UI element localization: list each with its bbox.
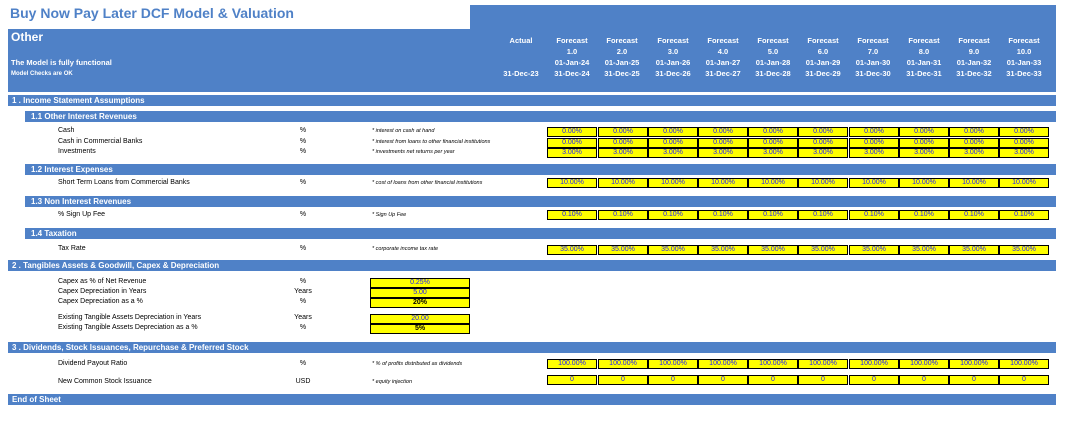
row-label: Capex as % of Net Revenue (58, 278, 147, 285)
input-cell[interactable]: 0.00% (849, 138, 899, 148)
input-cell[interactable]: 5.00 (370, 288, 470, 298)
section-tangible-assets-header (8, 260, 1056, 271)
input-cell[interactable]: 10.00% (547, 178, 597, 188)
input-cell[interactable]: 35.00% (798, 245, 848, 255)
input-cell[interactable]: 10.00% (899, 178, 949, 188)
row-unit: Years (294, 314, 312, 321)
input-cell[interactable]: 0 (899, 375, 949, 385)
input-cell[interactable]: 0.10% (798, 210, 848, 220)
input-cell[interactable]: 10.00% (698, 178, 748, 188)
row-unit: Years (294, 288, 312, 295)
subsection-title: 1.2 Interest Expenses (31, 165, 113, 174)
row-label: Cash (58, 127, 75, 134)
period-num-cell: 8.0 (918, 47, 930, 56)
period-end-cell: 31-Dec-30 (855, 69, 891, 78)
period-type-cell: Forecast (707, 36, 739, 45)
input-cell[interactable]: 0.00% (748, 138, 798, 148)
input-cell[interactable]: 3.00% (598, 148, 648, 158)
input-cell[interactable]: 0 (999, 375, 1049, 385)
input-cell[interactable]: 0.10% (899, 210, 949, 220)
input-cell[interactable]: 10.00% (949, 178, 999, 188)
input-cell[interactable]: 10.00% (648, 178, 698, 188)
period-type-cell: Forecast (807, 36, 839, 45)
period-end-cell: 31-Dec-24 (554, 69, 590, 78)
period-start-cell: 01-Jan-32 (956, 58, 992, 67)
period-end-cell: 31-Dec-31 (906, 69, 942, 78)
input-cell[interactable]: 100.00% (547, 359, 597, 369)
input-cell[interactable]: 0.25% (370, 278, 470, 288)
row-unit: % (299, 127, 307, 134)
period-end-cell: 31-Dec-23 (503, 69, 539, 78)
input-cell[interactable]: 3.00% (648, 148, 698, 158)
sheet-name: Other (11, 30, 44, 44)
input-cell[interactable]: 0.00% (648, 127, 698, 137)
input-cell[interactable]: 100.00% (849, 359, 899, 369)
row-label: Existing Tangible Assets Depreciation as a % (58, 324, 198, 331)
period-type-cell: Forecast (908, 36, 940, 45)
input-cell[interactable]: 10.00% (798, 178, 848, 188)
row-unit: % (299, 245, 307, 252)
input-cell[interactable]: 0.10% (999, 210, 1049, 220)
input-cell[interactable]: 0 (849, 375, 899, 385)
input-cell[interactable]: 3.00% (698, 148, 748, 158)
row-note: * cost of loans from other financial institutions (372, 180, 483, 186)
input-cell[interactable]: 100.00% (748, 359, 798, 369)
period-type-cell: Forecast (857, 36, 889, 45)
period-num-cell: 5.0 (767, 47, 779, 56)
input-cell[interactable]: 0.00% (547, 127, 597, 137)
input-cell[interactable]: 35.00% (899, 245, 949, 255)
input-cell[interactable]: 0.00% (698, 127, 748, 137)
row-unit: % (299, 179, 307, 186)
period-num-cell: 1.0 (566, 47, 578, 56)
model-functional-status: The Model is fully functional (11, 58, 112, 67)
input-cell[interactable]: 0.10% (648, 210, 698, 220)
period-num-cell: 6.0 (817, 47, 829, 56)
input-cell[interactable]: 10.00% (748, 178, 798, 188)
input-cell[interactable]: 35.00% (547, 245, 597, 255)
input-cell[interactable]: 100.00% (899, 359, 949, 369)
section-title: 1 . Income Statement Assumptions (12, 96, 145, 105)
row-unit: % (299, 138, 307, 145)
subsection-taxation (25, 228, 1056, 239)
period-start-cell: 01-Jan-28 (755, 58, 791, 67)
period-end-cell: 31-Dec-32 (956, 69, 992, 78)
row-note: * corporate income tax rate (372, 246, 439, 252)
input-cell[interactable]: 20.00 (370, 314, 470, 324)
row-unit: % (299, 324, 307, 331)
input-cell[interactable]: 0.10% (547, 210, 597, 220)
period-type-cell: Forecast (657, 36, 689, 45)
input-cell[interactable]: 3.00% (999, 148, 1049, 158)
input-cell[interactable]: 35.00% (748, 245, 798, 255)
input-cell[interactable]: 100.00% (698, 359, 748, 369)
input-cell[interactable]: 0.00% (698, 138, 748, 148)
input-cell[interactable]: 0.00% (598, 138, 648, 148)
row-unit: % (299, 148, 307, 155)
row-label: Dividend Payout Ratio (58, 360, 128, 367)
period-type-cell: Actual (509, 36, 533, 45)
input-cell[interactable]: 0 (798, 375, 848, 385)
period-type-cell: Forecast (606, 36, 638, 45)
row-note: * interest from loans to other financial institutions (372, 139, 491, 145)
input-cell[interactable]: 0.00% (598, 127, 648, 137)
input-cell[interactable]: 0 (748, 375, 798, 385)
subsection-title: 1.1 Other Interest Revenues (31, 112, 137, 121)
page-title: Buy Now Pay Later DCF Model & Valuation (10, 5, 294, 21)
input-cell[interactable]: 0.10% (849, 210, 899, 220)
subsection-title: 1.3 Non Interest Revenues (31, 197, 132, 206)
section-title: 2 . Tangibles Assets & Goodwill, Capex & Depreciation (12, 261, 220, 270)
input-cell[interactable]: 100.00% (798, 359, 848, 369)
period-end-cell: 31-Dec-27 (705, 69, 741, 78)
input-cell[interactable]: 0.00% (999, 127, 1049, 137)
input-cell[interactable]: 3.00% (849, 148, 899, 158)
input-cell[interactable]: 0.00% (899, 138, 949, 148)
input-cell[interactable]: 10.00% (999, 178, 1049, 188)
period-header (470, 5, 1056, 92)
input-cell[interactable]: 100.00% (598, 359, 648, 369)
section-income-statement-header (8, 95, 1056, 106)
input-cell[interactable]: 0 (949, 375, 999, 385)
row-unit: % (299, 298, 307, 305)
period-num-cell: 10.0 (1016, 47, 1032, 56)
input-cell[interactable]: 3.00% (949, 148, 999, 158)
input-cell[interactable]: 100.00% (999, 359, 1049, 369)
row-note: * % of profits distributed as dividends (372, 361, 463, 367)
row-label: Short Term Loans from Commercial Banks (58, 179, 190, 186)
row-unit: % (299, 360, 307, 367)
row-unit: USD (295, 378, 311, 385)
input-cell[interactable]: 3.00% (547, 148, 597, 158)
end-of-sheet-label: End of Sheet (12, 395, 61, 404)
row-label: Capex Depreciation in Years (58, 288, 147, 295)
period-num-cell: 9.0 (968, 47, 980, 56)
subsection-interest-expenses (25, 164, 1056, 175)
input-cell[interactable]: 35.00% (598, 245, 648, 255)
input-cell[interactable]: 0.00% (648, 138, 698, 148)
input-cell[interactable]: 100.00% (949, 359, 999, 369)
row-note: * equity injection (372, 379, 413, 385)
input-cell[interactable]: 35.00% (999, 245, 1049, 255)
period-type-cell: Forecast (757, 36, 789, 45)
input-cell[interactable]: 10.00% (849, 178, 899, 188)
input-cell[interactable]: 10.00% (598, 178, 648, 188)
model-checks-status: Model Checks are OK (11, 71, 73, 77)
row-label: % Sign Up Fee (58, 211, 106, 218)
period-start-cell: 01-Jan-27 (705, 58, 741, 67)
period-start-cell: 01-Jan-33 (1006, 58, 1042, 67)
row-note: * interest on cash at hand (372, 128, 435, 134)
input-cell[interactable]: 0.00% (949, 127, 999, 137)
row-note: * investments net returns per year (372, 149, 455, 155)
input-cell: 5% (370, 324, 470, 334)
row-label: Capex Depreciation as a % (58, 298, 143, 305)
period-start-cell: 01-Jan-24 (554, 58, 590, 67)
section-title: 3 . Dividends, Stock Issuances, Repurchase & Preferred Stock (12, 343, 249, 352)
header-left-panel (8, 29, 470, 92)
input-cell[interactable]: 3.00% (798, 148, 848, 158)
input-cell[interactable]: 0.00% (798, 138, 848, 148)
subsection-other-interest-revenues (25, 111, 1056, 122)
input-cell[interactable]: 0.00% (748, 127, 798, 137)
row-unit: % (299, 211, 307, 218)
period-start-cell: 01-Jan-31 (906, 58, 942, 67)
row-unit: % (299, 278, 307, 285)
input-cell[interactable]: 0 (547, 375, 597, 385)
row-label: Investments (58, 148, 96, 155)
row-label: Tax Rate (58, 245, 86, 252)
row-note: * Sign Up Fee (372, 212, 407, 218)
input-cell[interactable]: 0.00% (999, 138, 1049, 148)
subsection-title: 1.4 Taxation (31, 229, 77, 238)
input-cell[interactable]: 0.00% (798, 127, 848, 137)
period-num-cell: 2.0 (616, 47, 628, 56)
row-label: New Common Stock Issuance (58, 378, 152, 385)
input-cell[interactable]: 0.10% (698, 210, 748, 220)
period-start-cell: 01-Jan-30 (855, 58, 891, 67)
input-cell[interactable]: 100.00% (648, 359, 698, 369)
section-dividends-header (8, 342, 1056, 353)
input-cell[interactable]: 3.00% (748, 148, 798, 158)
period-num-cell: 3.0 (667, 47, 679, 56)
period-end-cell: 31-Dec-29 (805, 69, 841, 78)
end-of-sheet-bar (8, 394, 1056, 405)
input-cell[interactable]: 35.00% (648, 245, 698, 255)
row-label: Cash in Commercial Banks (58, 138, 143, 145)
period-start-cell: 01-Jan-29 (805, 58, 841, 67)
input-cell[interactable]: 0.00% (949, 138, 999, 148)
input-cell[interactable]: 0.10% (748, 210, 798, 220)
input-cell[interactable]: 0.00% (849, 127, 899, 137)
input-cell[interactable]: 0.00% (547, 138, 597, 148)
input-cell[interactable]: 0.00% (899, 127, 949, 137)
subsection-non-interest-revenues (25, 196, 1056, 207)
input-cell[interactable]: 0 (698, 375, 748, 385)
period-num-cell: 4.0 (717, 47, 729, 56)
input-cell[interactable]: 0 (648, 375, 698, 385)
input-cell[interactable]: 35.00% (849, 245, 899, 255)
period-end-cell: 31-Dec-25 (604, 69, 640, 78)
period-type-cell: Forecast (556, 36, 588, 45)
input-cell[interactable]: 35.00% (949, 245, 999, 255)
period-end-cell: 31-Dec-33 (1006, 69, 1042, 78)
period-num-cell: 7.0 (867, 47, 879, 56)
period-type-cell: Forecast (958, 36, 990, 45)
input-cell: 20% (370, 298, 470, 308)
input-cell[interactable]: 3.00% (899, 148, 949, 158)
period-start-cell: 01-Jan-26 (655, 58, 691, 67)
period-start-cell: 01-Jan-25 (604, 58, 640, 67)
input-cell[interactable]: 35.00% (698, 245, 748, 255)
period-type-cell: Forecast (1008, 36, 1040, 45)
input-cell[interactable]: 0.10% (598, 210, 648, 220)
period-end-cell: 31-Dec-26 (655, 69, 691, 78)
period-end-cell: 31-Dec-28 (755, 69, 791, 78)
row-label: Existing Tangible Assets Depreciation in Years (58, 314, 202, 321)
input-cell[interactable]: 0 (598, 375, 648, 385)
input-cell[interactable]: 0.10% (949, 210, 999, 220)
